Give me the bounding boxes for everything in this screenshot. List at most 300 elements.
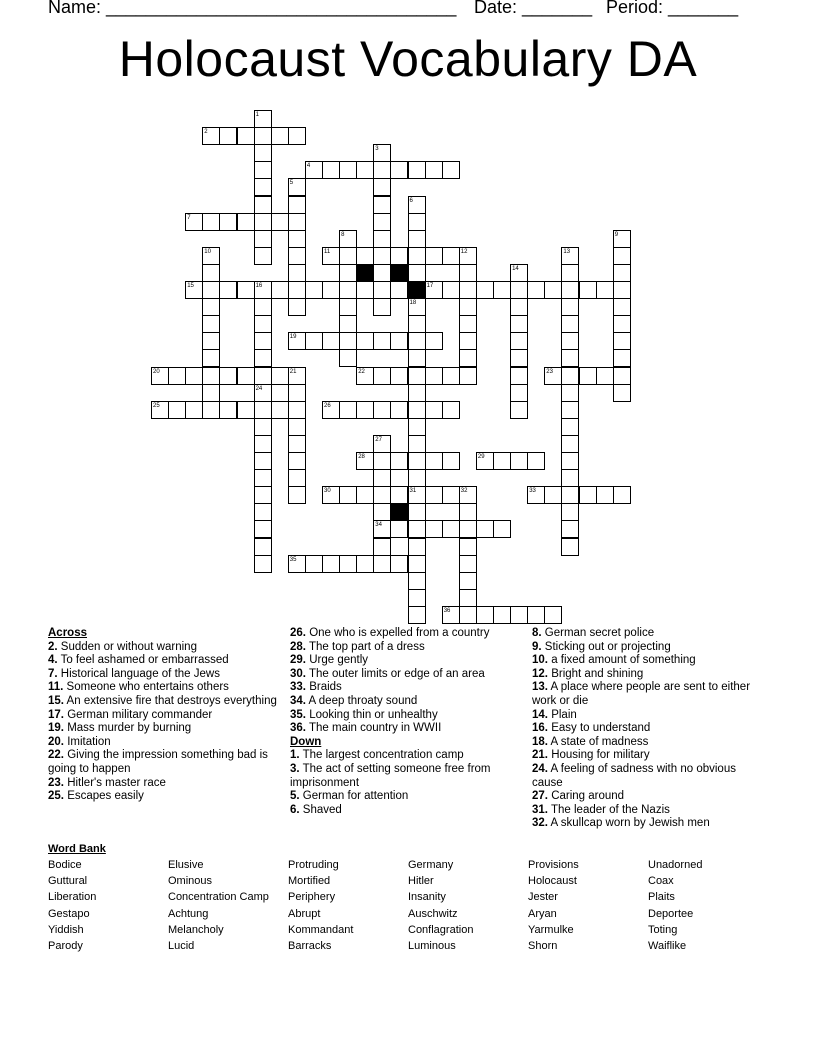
grid-cell[interactable] (408, 555, 426, 573)
cell-number: 33 (529, 488, 536, 495)
grid-cell[interactable] (493, 452, 511, 470)
grid-cell[interactable] (579, 281, 597, 299)
grid-cell[interactable] (390, 367, 408, 385)
clue-number: 25. (48, 790, 64, 803)
grid-cell[interactable] (322, 281, 340, 299)
grid-cell[interactable] (510, 264, 528, 282)
clue-text: Imitation (64, 735, 111, 748)
grid-cell[interactable] (510, 315, 528, 333)
grid-cell[interactable] (408, 161, 426, 179)
grid-cell[interactable] (408, 247, 426, 265)
grid-cell[interactable] (288, 298, 306, 316)
clues-column-2 (290, 627, 522, 817)
grid-cell[interactable] (202, 401, 220, 419)
grid-cell[interactable] (579, 367, 597, 385)
grid-cell[interactable] (254, 213, 272, 231)
grid-cell[interactable] (459, 247, 477, 265)
grid-cell[interactable] (459, 298, 477, 316)
grid-cell[interactable] (219, 127, 237, 145)
grid-cell[interactable] (442, 161, 460, 179)
grid-cell[interactable] (219, 367, 237, 385)
cell-number: 18 (409, 300, 417, 307)
grid-cell[interactable] (356, 367, 374, 385)
grid-cell[interactable] (254, 384, 272, 402)
grid-cell[interactable] (459, 281, 477, 299)
grid-cell[interactable] (356, 247, 374, 265)
clue-item (290, 709, 522, 723)
grid-cell[interactable] (254, 452, 272, 470)
grid-cell[interactable] (408, 572, 426, 590)
grid-cell[interactable] (322, 401, 340, 419)
grid-cell[interactable] (237, 213, 255, 231)
grid-cell[interactable] (408, 298, 426, 316)
grid-cell[interactable] (202, 213, 220, 231)
grid-cell[interactable] (408, 520, 426, 538)
word-bank (48, 859, 788, 959)
grid-cell[interactable] (305, 161, 323, 179)
grid-cell[interactable] (339, 332, 357, 350)
grid-cell[interactable] (442, 486, 460, 504)
clue-number: 2. (48, 640, 58, 653)
grid-cell[interactable] (373, 247, 391, 265)
grid-cell[interactable] (459, 503, 477, 521)
grid-cell[interactable] (561, 452, 579, 470)
grid-cell[interactable] (202, 264, 220, 282)
grid-cell[interactable] (613, 230, 631, 248)
grid-cell[interactable] (373, 213, 391, 231)
grid-cell[interactable] (254, 127, 272, 145)
grid-cell[interactable] (390, 332, 408, 350)
grid-cell[interactable] (356, 281, 374, 299)
grid-cell[interactable] (442, 452, 460, 470)
clue-item (48, 777, 280, 791)
grid-cell[interactable] (442, 520, 460, 538)
word-bank-item: Jester (528, 891, 558, 904)
grid-cell[interactable] (510, 452, 528, 470)
word-bank-item: Provisions (528, 859, 579, 871)
grid-cell[interactable] (596, 281, 614, 299)
grid-cell[interactable] (596, 367, 614, 385)
grid-cell[interactable] (339, 247, 357, 265)
grid-cell[interactable] (373, 452, 391, 470)
grid-cell[interactable] (322, 486, 340, 504)
grid-cell[interactable] (408, 315, 426, 333)
grid-cell[interactable] (493, 281, 511, 299)
grid-cell[interactable] (425, 247, 443, 265)
grid-cell[interactable] (510, 281, 528, 299)
grid-cell[interactable] (322, 247, 340, 265)
grid-cell[interactable] (561, 298, 579, 316)
grid-cell[interactable] (613, 315, 631, 333)
grid-cell[interactable] (254, 486, 272, 504)
grid-cell[interactable] (271, 281, 289, 299)
grid-cell[interactable] (219, 401, 237, 419)
grid-cell[interactable] (168, 401, 186, 419)
grid-cell[interactable] (356, 452, 374, 470)
grid-cell[interactable] (425, 332, 443, 350)
grid-cell[interactable] (254, 178, 272, 196)
grid-cell[interactable] (322, 332, 340, 350)
grid-cell[interactable] (373, 367, 391, 385)
grid-cell[interactable] (288, 213, 306, 231)
clue-text: Hitler's master race (64, 776, 166, 789)
grid-cell[interactable] (527, 486, 545, 504)
grid-cell[interactable] (442, 281, 460, 299)
grid-cell[interactable] (254, 110, 272, 128)
grid-cell[interactable] (476, 520, 494, 538)
grid-cell[interactable] (613, 264, 631, 282)
grid-cell[interactable] (168, 367, 186, 385)
grid-cell[interactable] (476, 281, 494, 299)
grid-cell[interactable] (510, 606, 528, 624)
grid-cell[interactable] (339, 486, 357, 504)
grid-cell[interactable] (288, 469, 306, 487)
grid-cell[interactable] (322, 555, 340, 573)
grid-cell[interactable] (408, 469, 426, 487)
grid-cell[interactable] (202, 349, 220, 367)
grid-cell[interactable] (408, 264, 426, 282)
grid-cell[interactable] (322, 161, 340, 179)
grid-cell[interactable] (544, 606, 562, 624)
grid-cell[interactable] (237, 281, 255, 299)
grid-cell[interactable] (288, 418, 306, 436)
grid-cell[interactable] (527, 281, 545, 299)
grid-cell[interactable] (408, 606, 426, 624)
grid-cell[interactable] (254, 144, 272, 162)
grid-cell[interactable] (271, 127, 289, 145)
grid-cell[interactable] (254, 315, 272, 333)
grid-cell[interactable] (408, 384, 426, 402)
grid-cell[interactable] (373, 520, 391, 538)
grid-cell[interactable] (288, 230, 306, 248)
grid-cell[interactable] (288, 555, 306, 573)
grid-cell[interactable] (288, 332, 306, 350)
grid-cell[interactable] (373, 435, 391, 453)
grid-cell[interactable] (254, 230, 272, 248)
clue-text: Sudden or without warning (57, 640, 197, 653)
grid-cell[interactable] (271, 401, 289, 419)
grid-cell[interactable] (202, 281, 220, 299)
grid-cell[interactable] (237, 127, 255, 145)
grid-cell[interactable] (510, 349, 528, 367)
grid-cell[interactable] (185, 367, 203, 385)
grid-cell[interactable] (476, 452, 494, 470)
grid-cell[interactable] (425, 401, 443, 419)
grid-cell[interactable] (459, 555, 477, 573)
grid-cell[interactable] (254, 538, 272, 556)
grid-cell[interactable] (408, 213, 426, 231)
grid-cell[interactable] (373, 401, 391, 419)
grid-cell[interactable] (373, 538, 391, 556)
grid-cell[interactable] (613, 384, 631, 402)
grid-cell[interactable] (339, 349, 357, 367)
grid-cell[interactable] (339, 555, 357, 573)
grid-cell[interactable] (476, 606, 494, 624)
grid-cell[interactable] (459, 589, 477, 607)
cell-number: 16 (255, 283, 263, 289)
grid-cell[interactable] (373, 196, 391, 214)
grid-cell[interactable] (390, 161, 408, 179)
grid-cell[interactable] (408, 418, 426, 436)
grid-cell[interactable] (288, 486, 306, 504)
grid-cell[interactable] (237, 367, 255, 385)
grid-cell[interactable] (527, 606, 545, 624)
word-bank-item: Auschwitz (408, 907, 458, 920)
grid-cell[interactable] (254, 298, 272, 316)
grid-cell[interactable] (288, 196, 306, 214)
grid-cell[interactable] (390, 555, 408, 573)
grid-cell[interactable] (544, 281, 562, 299)
grid-cell[interactable] (408, 349, 426, 367)
grid-cell[interactable] (425, 486, 443, 504)
grid-cell[interactable] (373, 298, 391, 316)
clue-number: 35. (290, 708, 306, 721)
grid-cell[interactable] (305, 332, 323, 350)
grid-cell[interactable] (442, 606, 460, 624)
grid-cell[interactable] (254, 469, 272, 487)
name-label: Name: ___________________________________ (48, 0, 457, 17)
grid-cell[interactable] (356, 332, 374, 350)
grid-cell[interactable] (202, 127, 220, 145)
grid-cell[interactable] (442, 367, 460, 385)
clue-item (532, 790, 764, 804)
grid-cell[interactable] (254, 503, 272, 521)
grid-cell[interactable] (254, 349, 272, 367)
grid-cell[interactable] (254, 401, 272, 419)
grid-cell[interactable] (408, 196, 426, 214)
grid-cell[interactable] (254, 418, 272, 436)
grid-cell[interactable] (356, 486, 374, 504)
grid-cell[interactable] (339, 298, 357, 316)
grid-cell[interactable] (613, 367, 631, 385)
grid-cell[interactable] (390, 520, 408, 538)
grid-cell[interactable] (339, 230, 357, 248)
grid-cell[interactable] (373, 486, 391, 504)
grid-cell[interactable] (390, 247, 408, 265)
grid-cell[interactable] (254, 435, 272, 453)
grid-cell[interactable] (442, 247, 460, 265)
page-title: Holocaust Vocabulary DA (118, 31, 698, 87)
grid-cell[interactable] (373, 555, 391, 573)
grid-cell[interactable] (561, 520, 579, 538)
grid-cell[interactable] (202, 315, 220, 333)
grid-cell[interactable] (561, 384, 579, 402)
grid-cell[interactable] (305, 555, 323, 573)
grid-cell[interactable] (561, 315, 579, 333)
grid-cell[interactable] (254, 161, 272, 179)
grid-cell[interactable] (425, 520, 443, 538)
grid-cell[interactable] (202, 367, 220, 385)
grid-cell[interactable] (459, 349, 477, 367)
grid-cell[interactable] (459, 486, 477, 504)
grid-cell[interactable] (493, 606, 511, 624)
grid-cell[interactable] (442, 401, 460, 419)
grid-cell[interactable] (373, 264, 391, 282)
clue-text: To feel ashamed or embarrassed (57, 654, 229, 667)
grid-cell[interactable] (254, 247, 272, 265)
grid-cell[interactable] (339, 315, 357, 333)
grid-cell[interactable] (579, 486, 597, 504)
grid-cell[interactable] (459, 264, 477, 282)
grid-cell[interactable] (561, 401, 579, 419)
grid-cell[interactable] (305, 281, 323, 299)
grid-cell[interactable] (151, 401, 169, 419)
word-bank-item: Holocaust (528, 875, 577, 888)
grid-cell[interactable] (254, 520, 272, 538)
grid-cell[interactable] (459, 572, 477, 590)
grid-cell[interactable] (561, 349, 579, 367)
grid-cell[interactable] (288, 401, 306, 419)
grid-cell[interactable] (561, 503, 579, 521)
grid-cell[interactable] (561, 332, 579, 350)
clue-item (532, 804, 764, 818)
grid-cell[interactable] (408, 503, 426, 521)
grid-cell[interactable] (390, 401, 408, 419)
grid-cell[interactable] (373, 469, 391, 487)
grid-cell[interactable] (254, 196, 272, 214)
grid-cell[interactable] (373, 178, 391, 196)
grid-cell[interactable] (613, 247, 631, 265)
grid-cell[interactable] (202, 332, 220, 350)
clue-number: 3. (290, 762, 300, 775)
grid-cell[interactable] (561, 486, 579, 504)
clue-item (532, 641, 764, 655)
grid-cell[interactable] (613, 486, 631, 504)
grid-cell[interactable] (288, 452, 306, 470)
grid-cell[interactable] (185, 401, 203, 419)
grid-cell[interactable] (493, 520, 511, 538)
grid-cell[interactable] (288, 127, 306, 145)
grid-cell[interactable] (510, 367, 528, 385)
grid-cell[interactable] (254, 281, 272, 299)
grid-cell[interactable] (527, 452, 545, 470)
grid-cell[interactable] (510, 332, 528, 350)
grid-cell[interactable] (288, 264, 306, 282)
grid-cell[interactable] (613, 332, 631, 350)
grid-cell[interactable] (561, 435, 579, 453)
grid-cell[interactable] (219, 281, 237, 299)
grid-cell[interactable] (544, 486, 562, 504)
grid-cell[interactable] (544, 367, 562, 385)
grid-cell[interactable] (288, 367, 306, 385)
grid-cell[interactable] (425, 452, 443, 470)
grid-cell[interactable] (356, 161, 374, 179)
grid-cell[interactable] (339, 281, 357, 299)
grid-cell[interactable] (202, 384, 220, 402)
grid-cell[interactable] (459, 367, 477, 385)
grid-cell[interactable] (459, 538, 477, 556)
grid-cell[interactable] (425, 281, 443, 299)
grid-cell[interactable] (356, 555, 374, 573)
grid-cell[interactable] (561, 418, 579, 436)
grid-cell[interactable] (408, 401, 426, 419)
grid-cell[interactable] (339, 264, 357, 282)
grid-cell[interactable] (613, 298, 631, 316)
grid-cell[interactable] (408, 538, 426, 556)
grid-cell[interactable] (425, 367, 443, 385)
grid-cell[interactable] (271, 213, 289, 231)
grid-cell[interactable] (390, 486, 408, 504)
grid-cell[interactable] (390, 281, 408, 299)
grid-cell[interactable] (288, 384, 306, 402)
grid-cell[interactable] (339, 161, 357, 179)
grid-cell[interactable] (596, 486, 614, 504)
grid-cell[interactable] (202, 247, 220, 265)
grid-cell[interactable] (561, 367, 579, 385)
grid-cell[interactable] (561, 469, 579, 487)
grid-cell[interactable] (151, 367, 169, 385)
grid-cell[interactable] (271, 367, 289, 385)
grid-cell[interactable] (339, 401, 357, 419)
grid-cell[interactable] (510, 298, 528, 316)
grid-cell[interactable] (613, 349, 631, 367)
cell-number: 22 (358, 368, 365, 375)
grid-cell[interactable] (373, 144, 391, 162)
grid-cell[interactable] (561, 264, 579, 282)
grid-cell[interactable] (288, 435, 306, 453)
clue-number: 14. (532, 708, 548, 721)
grid-cell[interactable] (373, 161, 391, 179)
grid-cell[interactable] (373, 230, 391, 248)
grid-cell[interactable] (219, 213, 237, 231)
grid-cell[interactable] (561, 281, 579, 299)
cell-number: 6 (409, 197, 413, 204)
grid-cell[interactable] (373, 332, 391, 350)
grid-cell[interactable] (202, 298, 220, 316)
grid-cell[interactable] (510, 384, 528, 402)
clue-text: Plain (548, 708, 577, 721)
grid-cell[interactable] (373, 281, 391, 299)
grid-cell[interactable] (408, 589, 426, 607)
grid-cell[interactable] (288, 247, 306, 265)
grid-cell[interactable] (459, 332, 477, 350)
grid-cell[interactable] (288, 178, 306, 196)
grid-cell[interactable] (288, 281, 306, 299)
grid-cell[interactable] (425, 161, 443, 179)
grid-cell[interactable] (408, 230, 426, 248)
grid-cell[interactable] (561, 247, 579, 265)
grid-cell[interactable] (510, 401, 528, 419)
grid-cell[interactable] (561, 538, 579, 556)
grid-cell[interactable] (408, 367, 426, 385)
grid-cell[interactable] (459, 520, 477, 538)
grid-cell[interactable] (237, 401, 255, 419)
grid-cell[interactable] (185, 281, 203, 299)
grid-cell[interactable] (613, 281, 631, 299)
grid-cell[interactable] (459, 606, 477, 624)
clue-item (290, 681, 522, 695)
grid-cell[interactable] (408, 486, 426, 504)
grid-cell[interactable] (373, 503, 391, 521)
grid-cell[interactable] (356, 401, 374, 419)
cell-number: 23 (546, 368, 553, 375)
grid-cell[interactable] (408, 435, 426, 453)
date-label: Date: _______ (474, 0, 593, 17)
grid-cell[interactable] (185, 213, 203, 231)
cell-number: 7 (187, 214, 191, 221)
grid-cell[interactable] (254, 367, 272, 385)
clue-text: German for attention (299, 790, 409, 803)
word-bank-item: Coax (648, 875, 674, 888)
grid-cell[interactable] (459, 315, 477, 333)
grid-cell[interactable] (408, 332, 426, 350)
grid-cell[interactable] (254, 555, 272, 573)
cell-number: 2 (204, 129, 208, 136)
grid-cell[interactable] (254, 332, 272, 350)
grid-cell[interactable] (408, 452, 426, 470)
clue-text: A skullcap worn by Jewish men (548, 817, 710, 830)
grid-cell[interactable] (390, 452, 408, 470)
